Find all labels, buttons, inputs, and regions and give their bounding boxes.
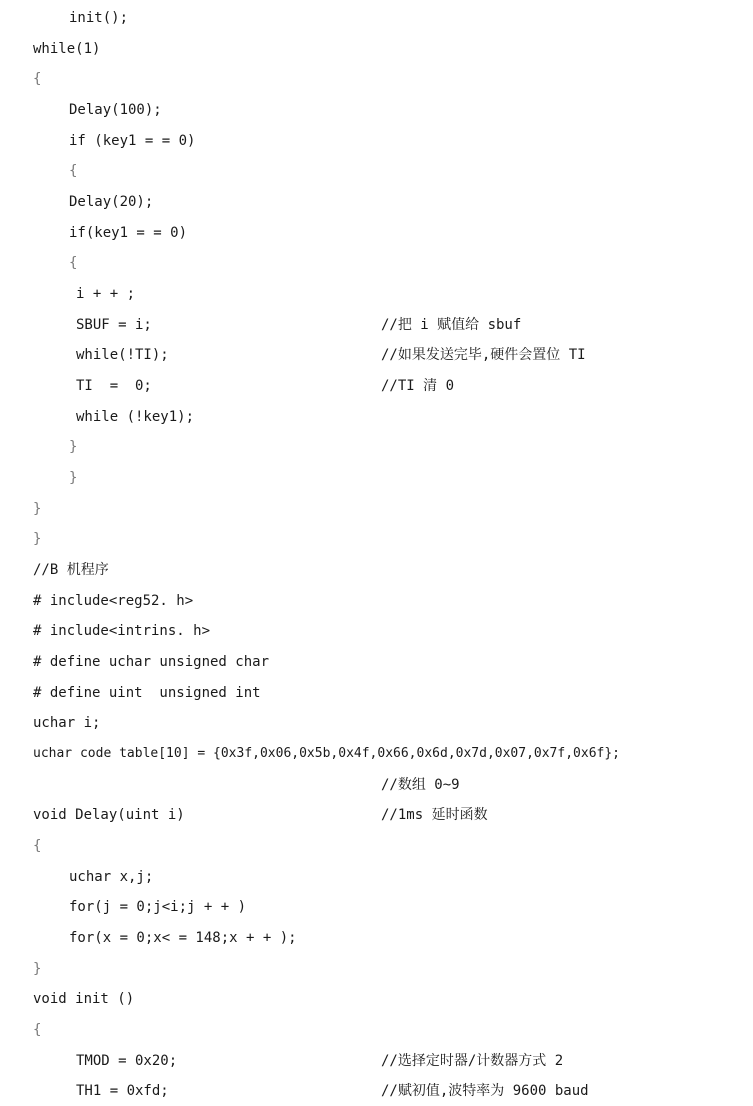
code-comment: //赋初值,波特率为 9600 baud <box>381 1083 589 1099</box>
code-text: uchar x,j; <box>69 869 154 885</box>
code-text: if (key1 = = 0) <box>69 133 196 149</box>
code-comment: //选择定时器/计数器方式 2 <box>381 1053 564 1069</box>
code-line <box>0 647 753 677</box>
code-line <box>0 156 753 186</box>
code-comment: //TI 清 0 <box>381 378 455 394</box>
code-line <box>0 678 753 708</box>
brace: } <box>69 470 78 486</box>
code-text: Delay(20); <box>69 194 154 210</box>
code-text: TH1 = 0xfd; <box>76 1083 169 1099</box>
brace: } <box>33 501 42 517</box>
code-comment: //把 i 赋值给 sbuf <box>381 317 522 333</box>
brace: { <box>33 1022 42 1038</box>
code-text: TI = 0; <box>76 378 152 394</box>
code-text: SBUF = i; <box>76 317 152 333</box>
code-line <box>0 862 753 892</box>
code-line <box>0 248 753 278</box>
code-text: uchar i; <box>33 715 101 731</box>
code-line <box>0 126 753 156</box>
code-line <box>0 371 753 401</box>
code-text: uchar code table[10] = {0x3f,0x06,0x5b,0x4f,0x66,0x6d,0x7d,0x07,0x7f,0x6f}; <box>33 746 620 761</box>
code-text: while(1) <box>33 41 101 57</box>
code-line <box>0 95 753 125</box>
code-text: //B 机程序 <box>33 562 109 578</box>
code-line <box>0 984 753 1014</box>
code-text: # include<reg52. h> <box>33 593 194 609</box>
code-line <box>0 524 753 554</box>
code-line <box>0 310 753 340</box>
code-text: for(x = 0;x< = 148;x + + ); <box>69 930 297 946</box>
code-line <box>0 1076 753 1106</box>
code-line <box>0 586 753 616</box>
code-line <box>0 831 753 861</box>
code-line <box>0 494 753 524</box>
code-text: TMOD = 0x20; <box>76 1053 178 1069</box>
code-text: if(key1 = = 0) <box>69 225 188 241</box>
code-comment: //1ms 延时函数 <box>381 807 488 823</box>
code-line <box>0 1015 753 1045</box>
brace: } <box>33 961 42 977</box>
brace: } <box>33 531 42 547</box>
code-text: while(!TI); <box>76 347 169 363</box>
brace: { <box>69 163 78 179</box>
code-text: init(); <box>69 10 129 26</box>
code-line <box>0 923 753 953</box>
code-line <box>0 279 753 309</box>
code-comment: //数组 0~9 <box>381 777 460 793</box>
code-line <box>0 555 753 585</box>
code-text: void Delay(uint i) <box>33 807 185 823</box>
code-line <box>0 770 753 800</box>
code-text: void init () <box>33 991 135 1007</box>
code-line <box>0 432 753 462</box>
code-line <box>0 463 753 493</box>
code-line <box>0 218 753 248</box>
brace: { <box>33 71 42 87</box>
code-text: for(j = 0;j<i;j + + ) <box>69 899 247 915</box>
code-line <box>0 340 753 370</box>
code-text: # define uchar unsigned char <box>33 654 270 670</box>
code-line <box>0 402 753 432</box>
code-line <box>0 616 753 646</box>
code-line <box>0 187 753 217</box>
brace: { <box>33 838 42 854</box>
code-text: # include<intrins. h> <box>33 623 211 639</box>
code-line <box>0 64 753 94</box>
brace: { <box>69 255 78 271</box>
code-line <box>0 34 753 64</box>
code-line <box>0 3 753 33</box>
code-line <box>0 708 753 738</box>
code-text: Delay(100); <box>69 102 162 118</box>
code-text: i + + ; <box>76 286 136 302</box>
brace: } <box>69 439 78 455</box>
code-line <box>0 800 753 830</box>
code-line <box>0 892 753 922</box>
code-comment: //如果发送完毕,硬件会置位 TI <box>381 347 586 363</box>
code-text: while (!key1); <box>76 409 195 425</box>
code-line <box>0 1046 753 1076</box>
code-line <box>0 954 753 984</box>
code-text: # define uint unsigned int <box>33 685 261 701</box>
code-line <box>0 739 753 769</box>
